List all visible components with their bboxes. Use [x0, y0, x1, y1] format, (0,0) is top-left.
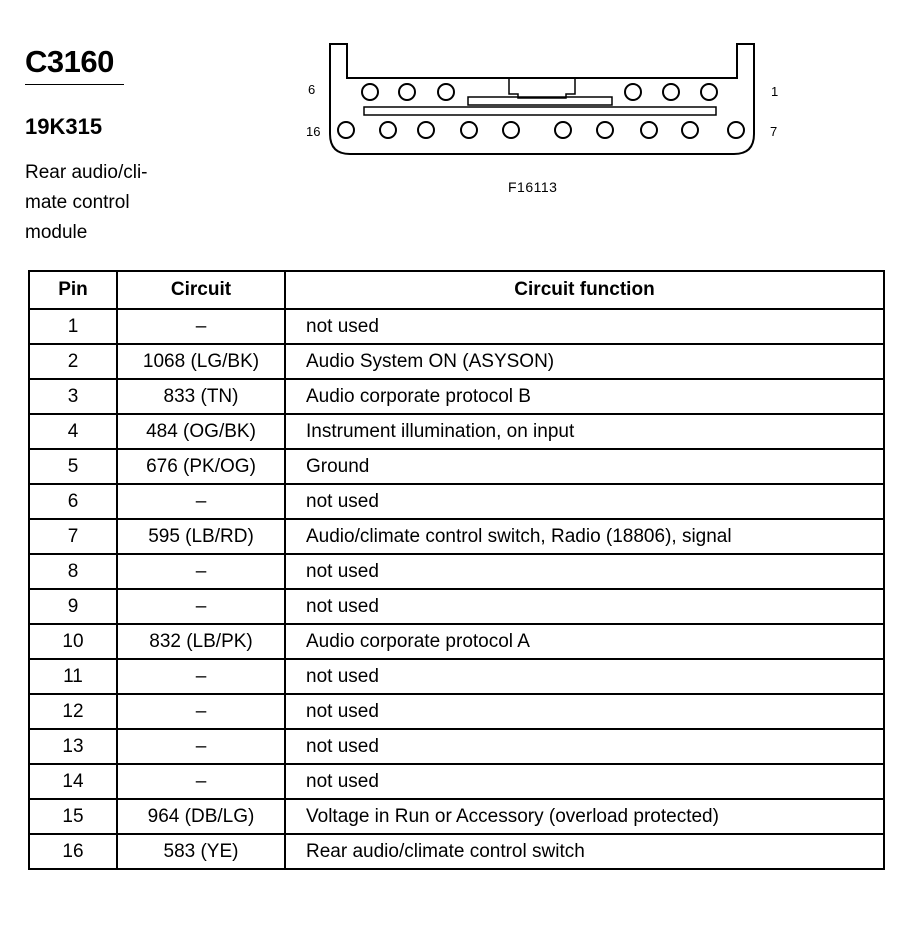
circuit-function-cell: Audio corporate protocol B [285, 379, 884, 414]
pin-label-bottom-right: 7 [770, 124, 778, 139]
pin-number-cell: 10 [29, 624, 117, 659]
table-row [29, 379, 884, 414]
circuit-function-cell: not used [285, 554, 884, 589]
pin-number-cell: 3 [29, 379, 117, 414]
circuit-function-cell: not used [285, 309, 884, 344]
table-row [29, 449, 884, 484]
circuit-cell: 484 (OG/BK) [117, 414, 285, 449]
module-description [25, 158, 195, 248]
connector-id: C3160 [25, 44, 114, 79]
circuit-cell: 832 (LB/PK) [117, 624, 285, 659]
table-row [29, 484, 884, 519]
pin-label-top-left: 6 [308, 82, 316, 97]
part-number: 19K315 [25, 114, 103, 139]
pin-number-cell: 1 [29, 309, 117, 344]
header-circuit: Circuit [117, 271, 285, 309]
pin-cavity [597, 122, 613, 138]
circuit-cell: – [117, 554, 285, 589]
pin-label-bottom-left: 16 [306, 124, 321, 139]
description-line: module [25, 222, 88, 243]
pin-label-top-right: 1 [771, 84, 779, 99]
table-row [29, 309, 884, 344]
pin-cavity [503, 122, 519, 138]
circuit-cell: – [117, 589, 285, 624]
circuit-function-cell: Ground [285, 449, 884, 484]
pin-cavity [338, 122, 354, 138]
pin-number-cell: 7 [29, 519, 117, 554]
table-row [29, 834, 884, 869]
header-pin: Pin [29, 271, 117, 309]
table-row [29, 414, 884, 449]
circuit-function-cell: Audio System ON (ASYSON) [285, 344, 884, 379]
circuit-cell: 833 (TN) [117, 379, 285, 414]
circuit-cell: – [117, 729, 285, 764]
circuit-function-cell: not used [285, 729, 884, 764]
description-line: mate control [25, 192, 130, 213]
table-row [29, 344, 884, 379]
figure-code: F16113 [508, 179, 558, 195]
circuit-cell: – [117, 694, 285, 729]
table-row [29, 554, 884, 589]
table-row [29, 659, 884, 694]
circuit-function-cell: Audio/climate control switch, Radio (18806), signal [285, 519, 884, 554]
connector-latch [509, 78, 575, 98]
pinout-table [28, 270, 885, 870]
pin-cavity [641, 122, 657, 138]
pin-number-cell: 5 [29, 449, 117, 484]
pin-cavity [555, 122, 571, 138]
circuit-cell: 583 (YE) [117, 834, 285, 869]
pin-cavity [461, 122, 477, 138]
circuit-function-cell: Instrument illumination, on input [285, 414, 884, 449]
circuit-cell: – [117, 484, 285, 519]
pin-cavity [438, 84, 454, 100]
table-row [29, 694, 884, 729]
pin-number-cell: 16 [29, 834, 117, 869]
table-row [29, 764, 884, 799]
pin-number-cell: 2 [29, 344, 117, 379]
pin-cavity [663, 84, 679, 100]
circuit-function-cell: Rear audio/climate control switch [285, 834, 884, 869]
table-row [29, 799, 884, 834]
connector-key [364, 107, 716, 115]
pin-number-cell: 9 [29, 589, 117, 624]
pin-number-cell: 6 [29, 484, 117, 519]
circuit-cell: 964 (DB/LG) [117, 799, 285, 834]
pin-number-cell: 15 [29, 799, 117, 834]
pin-cavity [625, 84, 641, 100]
bottom-row-cavities [338, 122, 744, 138]
connector-face-diagram [296, 36, 796, 166]
circuit-cell: 1068 (LG/BK) [117, 344, 285, 379]
circuit-function-cell: not used [285, 589, 884, 624]
table-header-row [29, 271, 884, 309]
pin-number-cell: 8 [29, 554, 117, 589]
title-underline [25, 84, 124, 85]
circuit-function-cell: Audio corporate protocol A [285, 624, 884, 659]
pin-number-cell: 14 [29, 764, 117, 799]
pin-cavity [728, 122, 744, 138]
pin-cavity [380, 122, 396, 138]
pin-number-cell: 11 [29, 659, 117, 694]
pin-cavity [362, 84, 378, 100]
table-row [29, 729, 884, 764]
table-row [29, 589, 884, 624]
circuit-function-cell: not used [285, 764, 884, 799]
pin-cavity [418, 122, 434, 138]
table-row [29, 624, 884, 659]
circuit-function-cell: not used [285, 694, 884, 729]
description-line: Rear audio/cli- [25, 162, 148, 183]
circuit-function-cell: Voltage in Run or Accessory (overload protected) [285, 799, 884, 834]
circuit-function-cell: not used [285, 659, 884, 694]
circuit-cell: – [117, 309, 285, 344]
pin-number-cell: 4 [29, 414, 117, 449]
circuit-cell: – [117, 764, 285, 799]
pin-number-cell: 12 [29, 694, 117, 729]
pin-cavity [399, 84, 415, 100]
circuit-cell: 595 (LB/RD) [117, 519, 285, 554]
table-row [29, 519, 884, 554]
header-function: Circuit function [285, 271, 884, 309]
circuit-cell: – [117, 659, 285, 694]
pin-cavity [701, 84, 717, 100]
circuit-cell: 676 (PK/OG) [117, 449, 285, 484]
circuit-function-cell: not used [285, 484, 884, 519]
pin-cavity [682, 122, 698, 138]
pin-number-cell: 13 [29, 729, 117, 764]
